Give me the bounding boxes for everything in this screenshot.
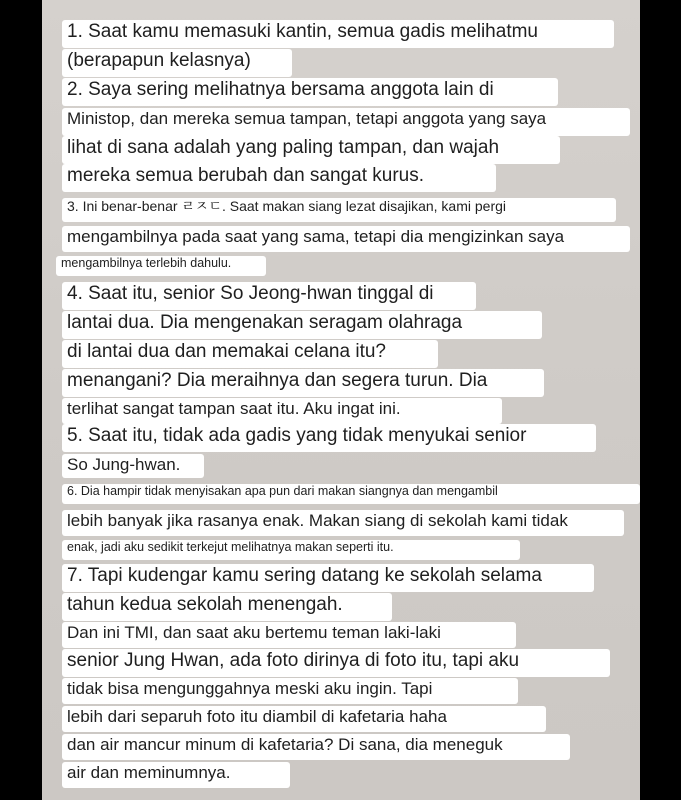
- text-line: Dan ini TMI, dan saat aku bertemu teman laki-laki: [62, 622, 516, 648]
- text-line: lantai dua. Dia mengenakan seragam olahraga: [62, 311, 542, 339]
- text-line: menangani? Dia meraihnya dan segera turun. Dia: [62, 369, 544, 397]
- text-line: So Jung-hwan.: [62, 454, 204, 478]
- text-line: 2. Saya sering melihatnya bersama anggota lain di: [62, 78, 558, 106]
- text-line: Ministop, dan mereka semua tampan, tetapi anggota yang saya: [62, 108, 630, 136]
- text-line: 7. Tapi kudengar kamu sering datang ke sekolah selama: [62, 564, 594, 592]
- text-line: senior Jung Hwan, ada foto dirinya di foto itu, tapi aku: [62, 649, 610, 677]
- text-line: (berapapun kelasnya): [62, 49, 292, 77]
- text-line: lebih banyak jika rasanya enak. Makan siang di sekolah kami tidak: [62, 510, 624, 536]
- text-line: lihat di sana adalah yang paling tampan, dan wajah: [62, 136, 560, 164]
- text-line: mengambilnya pada saat yang sama, tetapi dia mengizinkan saya: [62, 226, 630, 252]
- text-line: terlihat sangat tampan saat itu. Aku ingat ini.: [62, 398, 502, 424]
- text-line: dan air mancur minum di kafetaria? Di sana, dia meneguk: [62, 734, 570, 760]
- text-line: tahun kedua sekolah menengah.: [62, 593, 392, 621]
- text-line: 3. Ini benar-benar ㄹㅈㄷ. Saat makan siang lezat disajikan, kami pergi: [62, 198, 616, 222]
- text-line: enak, jadi aku sedikit terkejut melihatnya makan seperti itu.: [62, 540, 520, 560]
- text-line: di lantai dua dan memakai celana itu?: [62, 340, 438, 368]
- text-line: tidak bisa mengunggahnya meski aku ingin. Tapi: [62, 678, 518, 704]
- text-line: 6. Dia hampir tidak menyisakan apa pun dari makan siangnya dan mengambil: [62, 484, 640, 504]
- text-line: mengambilnya terlebih dahulu.: [56, 256, 266, 276]
- text-line: lebih dari separuh foto itu diambil di kafetaria haha: [62, 706, 546, 732]
- text-line: 4. Saat itu, senior So Jeong-hwan tinggal di: [62, 282, 476, 310]
- text-line: air dan meminumnya.: [62, 762, 290, 788]
- text-line: 5. Saat itu, tidak ada gadis yang tidak menyukai senior: [62, 424, 596, 452]
- text-line: 1. Saat kamu memasuki kantin, semua gadis melihatmu: [62, 20, 614, 48]
- text-line: mereka semua berubah dan sangat kurus.: [62, 164, 496, 192]
